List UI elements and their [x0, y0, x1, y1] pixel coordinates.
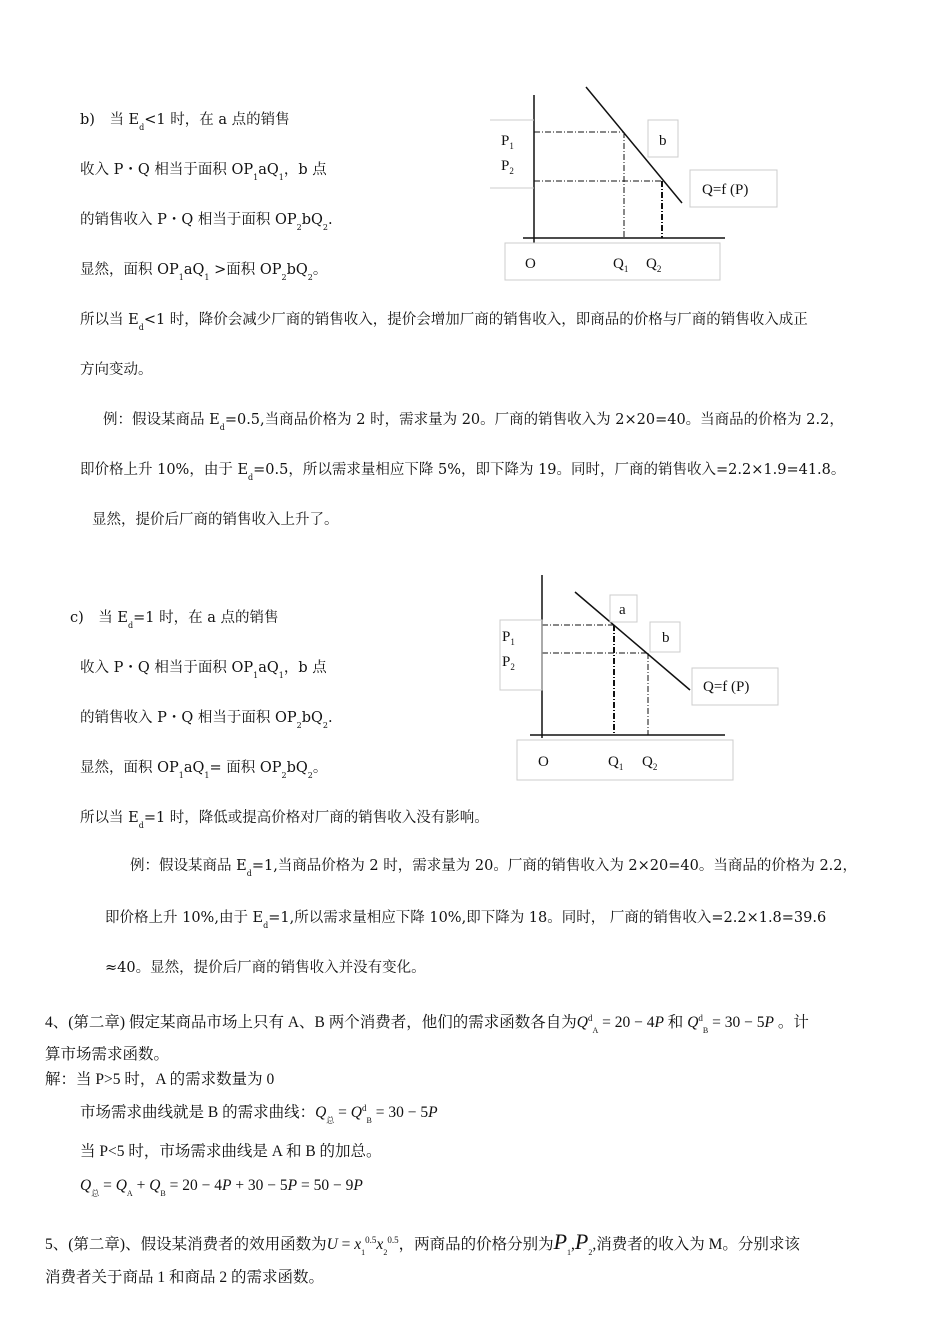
text-segment: 当 P<5 时，市场需求曲线是 A 和 B 的加总。	[80, 1143, 382, 1160]
text-segment: = 50 − 9	[297, 1177, 354, 1194]
text-segment: =	[334, 1104, 351, 1121]
text-segment: d	[138, 323, 144, 332]
text-segment: b) 当 E	[80, 112, 140, 128]
text-segment: bQ	[286, 262, 308, 278]
text-segment: d	[248, 473, 254, 482]
text-segment: 所以当 E	[80, 810, 139, 826]
text-segment: B	[702, 1026, 709, 1035]
text-segment: 0.5	[387, 1235, 399, 1245]
text-segment: 1	[253, 173, 259, 182]
text-segment: 1	[361, 1248, 366, 1257]
text-segment: .	[327, 212, 333, 228]
text-segment: 显然，提价后厂商的销售收入上升了。	[92, 512, 339, 528]
text-segment: ，两商品的价格分别为	[398, 1236, 554, 1253]
text-segment: Q	[115, 1177, 127, 1194]
text-segment: 2	[383, 1248, 388, 1257]
svg-text:P1: $P_1$	[502, 629, 515, 647]
text-segment: 2	[281, 771, 287, 780]
text-segment: + 30 − 5	[231, 1177, 288, 1194]
point-b-label: b	[662, 630, 670, 646]
text-segment: aQ	[258, 660, 279, 676]
text-segment: 消费者关于商品 1 和商品 2 的需求函数。	[45, 1269, 325, 1286]
text-segment: bQ	[286, 760, 308, 776]
text-segment: ，b 点	[283, 162, 327, 178]
text-segment: 。计	[773, 1014, 809, 1031]
text-segment: ,消费者的收入为 M。分别求该	[592, 1236, 800, 1253]
q2-label: Q	[646, 256, 657, 272]
text-segment: P	[654, 1014, 664, 1031]
text-segment: Q	[687, 1014, 699, 1031]
q1-label: Q	[613, 256, 624, 272]
text-segment: 1	[178, 273, 184, 282]
text-segment: bQ	[301, 212, 323, 228]
text-segment: <1 时，降价会减少厂商的销售收入，提价会增加厂商的销售收入，即商品的价格与厂商的销售收入成正	[143, 312, 808, 328]
text-segment: ≈40。显然，提价后厂商的销售收入并没有变化。	[105, 960, 426, 976]
text-segment: c) 当 E	[70, 610, 128, 626]
text-segment: 总	[91, 1189, 100, 1198]
text-segment: 方向变动。	[80, 362, 153, 378]
text-segment: = 面积 OP	[209, 760, 282, 776]
text-segment: Q	[149, 1177, 161, 1194]
text-segment: P	[353, 1177, 363, 1194]
text-segment: 1	[567, 1248, 572, 1257]
text-segment: x	[354, 1236, 362, 1253]
text-segment: ,	[571, 1236, 575, 1253]
text-segment: 4、(第二章) 假定某商品市场上只有 A、B 两个消费者，他们的需求函数各自为	[45, 1014, 577, 1031]
point-b-label: b	[659, 133, 667, 149]
text-segment: x	[376, 1236, 384, 1253]
svg-text:Q1: $Q_1$	[613, 256, 629, 274]
p2-label: P	[502, 654, 511, 670]
svg-text:Q2: $Q_2$	[646, 256, 662, 274]
text-segment: P	[764, 1014, 774, 1031]
text-segment: 1	[204, 771, 210, 780]
text-segment: 0.5	[365, 1235, 377, 1245]
text-segment: 即价格上升 10%,由于 E	[105, 910, 264, 926]
text-segment: d	[246, 869, 252, 878]
text-segment: +	[132, 1177, 150, 1194]
text-segment: =1 时，降低或提高价格对厂商的销售收入没有影响。	[143, 810, 489, 826]
text-segment: 收入 P・Q 相当于面积 OP	[80, 162, 254, 178]
text-segment: 1	[278, 173, 284, 182]
text-segment: =	[337, 1236, 355, 1253]
text-segment: 2	[588, 1248, 593, 1257]
point-a-label: a	[619, 602, 626, 618]
q1-label: Q	[608, 754, 619, 770]
text-segment: 1	[278, 671, 284, 680]
p1-label: P	[501, 133, 510, 149]
text-segment: bQ	[301, 710, 323, 726]
text-segment: ，b 点	[283, 660, 327, 676]
text-segment: = 30 − 5	[708, 1014, 765, 1031]
text-segment: d	[138, 821, 144, 830]
text-segment: 和	[663, 1014, 688, 1031]
p1-label: P	[502, 629, 511, 645]
text-segment: d	[698, 1013, 703, 1023]
curve-label: Q=f (P)	[702, 182, 749, 198]
demand-curve	[575, 592, 690, 690]
text-segment: B	[366, 1116, 372, 1125]
text-segment: A	[126, 1189, 133, 1198]
text-segment: 2	[322, 223, 328, 232]
text-segment: 2	[296, 223, 302, 232]
text-segment: 2	[307, 771, 313, 780]
text-segment: aQ	[258, 162, 279, 178]
text-segment: Q	[80, 1177, 92, 1194]
svg-text:P1: $P_1$	[501, 133, 514, 151]
text-segment: 收入 P・Q 相当于面积 OP	[80, 660, 254, 676]
text-segment: =1,当商品价格为 2 时，需求量为 20。厂商的销售收入为 2×20=40。当商品的价格为 2.2，	[251, 858, 858, 874]
text-segment: Q	[576, 1014, 588, 1031]
text-segment: P	[553, 1229, 568, 1254]
text-segment: 总	[326, 1116, 335, 1125]
text-segment: 例：假设某商品 E	[103, 412, 220, 428]
text-segment: 1	[253, 671, 259, 680]
text-segment: 。	[312, 262, 328, 278]
q2-label: Q	[642, 754, 653, 770]
demand-curve	[586, 87, 682, 203]
text-segment: P	[287, 1177, 298, 1194]
text-segment: 1	[204, 273, 210, 282]
text-segment: 市场需求曲线就是 B 的需求曲线：	[80, 1104, 316, 1121]
text-segment: =1 时，在 a 点的销售	[133, 610, 279, 626]
text-segment: =0.5，所以需求量相应下降 5%，即下降为 19。同时，厂商的销售收入=2.2×1.9=41.8。	[253, 462, 846, 478]
text-segment: >面积 OP	[209, 262, 282, 278]
demand-chart-unit-elastic	[500, 575, 778, 780]
svg-text:P2: $P_2$	[502, 654, 515, 672]
demand-chart-unit-elastic-labels	[502, 602, 749, 772]
text-segment: P	[428, 1104, 438, 1121]
text-segment: d	[219, 423, 225, 432]
text-segment: 的销售收入 P・Q 相当于面积 OP	[80, 212, 297, 228]
text-segment: =	[99, 1177, 116, 1194]
text-segment: 2	[322, 721, 328, 730]
svg-text:Q2: $Q_2$	[642, 754, 658, 772]
text-segment: 所以当 E	[80, 312, 139, 328]
text-segment: B	[160, 1189, 166, 1198]
text-segment: d	[362, 1103, 367, 1113]
svg-text:P2: $P_2$	[501, 158, 514, 176]
p2-label: P	[501, 158, 510, 174]
text-segment: .	[327, 710, 333, 726]
text-segment: 显然，面积 OP	[80, 262, 179, 278]
text-segment: = 20 − 4	[598, 1014, 655, 1031]
text-segment: 解：当 P>5 时，A 的需求数量为 0	[45, 1071, 275, 1088]
text-segment: = 20 − 4	[165, 1177, 222, 1194]
text-segment: aQ	[183, 760, 205, 776]
text-segment: d	[263, 921, 269, 930]
text-segment: <1 时，在 a 点的销售	[144, 112, 290, 128]
curve-label: Q=f (P)	[703, 679, 750, 695]
text-segment: 算市场需求函数。	[45, 1046, 170, 1063]
svg-text:Q1: $Q_1$	[608, 754, 624, 772]
text-segment: 即价格上升 10%，由于 E	[80, 462, 249, 478]
text-segment: P	[574, 1229, 589, 1254]
text-segment: 显然，面积 OP	[80, 760, 179, 776]
text-segment: 例：假设某商品 E	[130, 858, 247, 874]
text-segment: Q	[350, 1104, 362, 1121]
text-segment: = 30 − 5	[371, 1104, 429, 1121]
text-segment: d	[587, 1013, 593, 1023]
text-segment: P	[221, 1177, 232, 1194]
text-segment: =0.5,当商品价格为 2 时，需求量为 20。厂商的销售收入为 2×20=40。当商品的价格为 2.2，	[224, 412, 844, 428]
text-segment: 2	[307, 273, 313, 282]
origin-label: O	[525, 256, 536, 272]
origin-label: O	[538, 754, 549, 770]
text-segment: 1	[178, 771, 184, 780]
text-segment: 的销售收入 P・Q 相当于面积 OP	[80, 710, 297, 726]
text-segment: 。	[312, 760, 328, 776]
text-segment: d	[127, 621, 134, 630]
demand-chart-inelastic-labels	[501, 133, 748, 274]
text-segment: d	[139, 123, 145, 132]
text-segment: =1,所以需求量相应下降 10%,即下降为 18。同时， 厂商的销售收入=2.2×1.8=39.6	[268, 910, 827, 926]
text-segment: A	[592, 1026, 599, 1035]
text-segment: U	[326, 1236, 338, 1253]
text-segment: 2	[296, 721, 302, 730]
text-segment: 2	[281, 273, 287, 282]
text-segment: 5、(第二章)、假设某消费者的效用函数为	[45, 1236, 327, 1253]
text-segment: Q	[315, 1104, 327, 1121]
text-segment: aQ	[183, 262, 205, 278]
